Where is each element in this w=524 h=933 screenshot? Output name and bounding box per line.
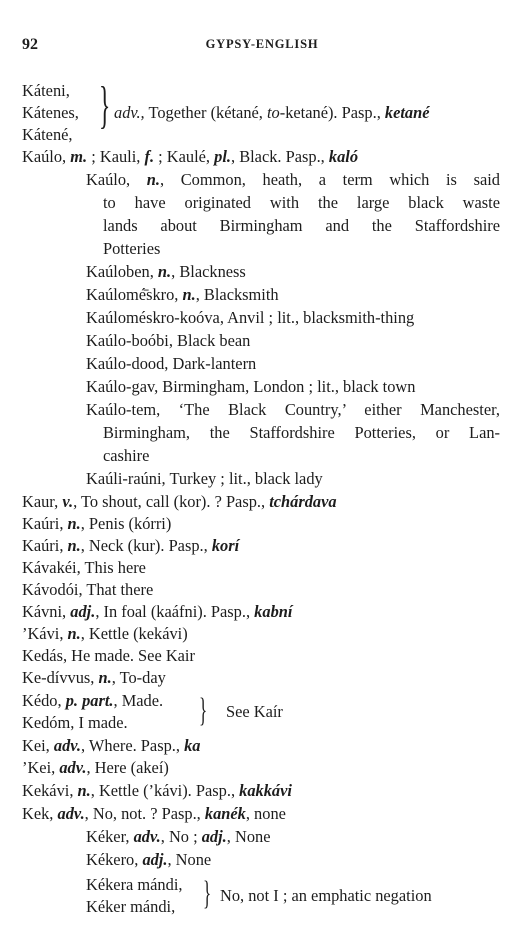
entry-kei-2: ’Kei, adv., Here (akeí) [22, 758, 169, 777]
entry-kek: Kek, adv., No, not. ? Pasp., kanék, none [22, 804, 286, 823]
entry-kauloben: Kaúloben, n., Blackness [86, 262, 246, 281]
entry-kedo: Kédo, p. part., Made. [22, 691, 164, 710]
entry-keker: Kéker, adv., No ; adj., None [86, 827, 271, 846]
entry-kavodoi: Kávodói, That there [22, 580, 154, 599]
entry-kaulo-tem-line3: cashire [103, 446, 150, 465]
entry-kaulo-n-line2: to have originated with the large black waste [103, 193, 500, 212]
entry-kedas: Kedás, He made. See Kair [22, 646, 195, 665]
entry-ke-divvus: Ke-dívvus, n., To-day [22, 668, 166, 687]
brace-kateni: } [99, 77, 111, 134]
entry-kekavi: Kekávi, n., Kettle (’kávi). Pasp., kakkávi [22, 781, 292, 800]
entry-keker-mandi: Kéker mándi, [86, 897, 176, 916]
entry-kedom: Kedóm, I made. [22, 713, 128, 732]
entry-kaulo-gav: Kaúlo-gav, Birmingham, London ; lit., black town [86, 377, 416, 396]
entry-kaulo-n-line4: Potteries [103, 239, 161, 258]
entry-kaulo: Kaúlo, m. ; Kauli, f. ; Kaulé, pl., Black. Pasp., kaló [22, 147, 359, 166]
headword-kateni: Káteni, [22, 81, 70, 100]
definition-kekera: No, not I ; an emphatic negation [220, 886, 432, 905]
entry-kavakei: Kávakéi, This here [22, 558, 146, 577]
definition-kateni: adv., Together (kétané, to-ketané). Pasp., ketané [114, 103, 430, 122]
entry-kekera-mandi: Kékera mándi, [86, 875, 183, 894]
brace-kekera: } [203, 875, 212, 912]
entry-kauli-rauni: Kaúli-raúni, Turkey ; lit., black lady [86, 469, 323, 488]
brace-kedo: } [199, 692, 208, 729]
entry-kaulo-boobi: Kaúlo-boóbi, Black bean [86, 331, 251, 350]
running-title: GYPSY-ENGLISH [205, 37, 319, 51]
entry-kauloméskro-koova: Kaúloméskro-koóva, Anvil ; lit., blacksmith-thing [86, 308, 415, 327]
see-kair: See Kaír [226, 702, 283, 721]
entry-kavi: ’Kávi, n., Kettle (kekávi) [22, 624, 188, 643]
entry-kauri-1: Kaúri, n., Penis (kórri) [22, 514, 172, 533]
entry-kaur: Kaur, v., To shout, call (kor). ? Pasp., tchárdava [22, 492, 337, 511]
page-number: 92 [22, 36, 38, 53]
entry-kaulo-dood: Kaúlo-dood, Dark-lantern [86, 354, 257, 373]
entry-kaulo-n-line3: lands about Birmingham and the Staffordshire [103, 216, 500, 235]
entry-kaulo-tem-line2: Birmingham, the Staffordshire Potteries, or Lan- [103, 423, 500, 442]
entry-kauloméskro: Kaúlomé̄skro, n., Blacksmith [86, 285, 279, 304]
entry-kaulo-n-line1: Kaúlo, n., Common, heath, a term which is said [86, 170, 500, 189]
entry-kaulo-tem-line1: Kaúlo-tem, ‘The Black Country,’ either Manchester, [86, 400, 500, 419]
entry-kauri-2: Kaúri, n., Neck (kur). Pasp., korí [22, 536, 240, 555]
headword-katene: Kátené, [22, 125, 73, 144]
entry-kekero: Kékero, adj., None [86, 850, 212, 869]
headword-katenes: Kátenes, [22, 103, 79, 122]
entry-kavni: Kávni, adj., In foal (kaáfni). Pasp., kabní [22, 602, 293, 621]
page-header [22, 36, 502, 56]
entry-kei: Kei, adv., Where. Pasp., ka [22, 736, 201, 755]
